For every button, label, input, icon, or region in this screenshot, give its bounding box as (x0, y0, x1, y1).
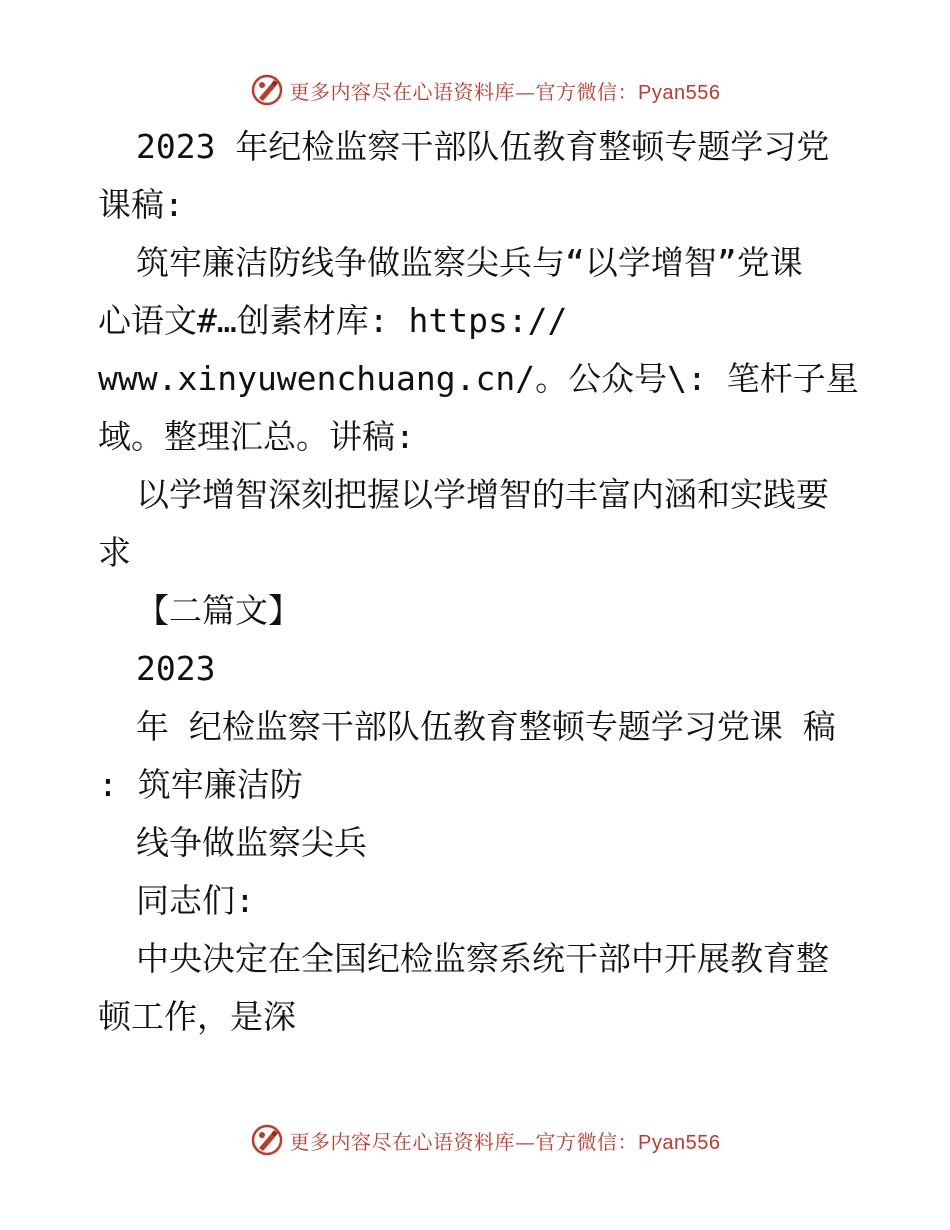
banner-dash: — (515, 79, 536, 104)
banner-official-label: 官方微信： (535, 79, 639, 104)
footer-banner-content (250, 1123, 721, 1157)
banner-wechat-id: Pyan556 (638, 81, 721, 104)
text-line: 求 (98, 533, 131, 572)
section-heading: 【二篇文】 (136, 591, 301, 630)
text-line: 顿工作，是深 (98, 997, 296, 1036)
text-line: 2023 年纪检监察干部队伍教育整顿专题学习党 (136, 127, 830, 166)
text-line: 年 纪检监察干部队伍教育整顿专题学习党课 稿 (136, 707, 836, 746)
text-line: 以学增智深刻把握以学增智的丰富内涵和实践要 (136, 475, 829, 514)
text-line: 2023 (136, 649, 216, 688)
text-line: 中央决定在全国纪检监察系统干部中开展教育整 (136, 939, 829, 978)
text-line: 筑牢廉洁防线争做监察尖兵与“以学增智”党课 (136, 243, 803, 282)
text-line: 同志们: (136, 881, 255, 920)
text-line: www.xinyuwenchuang.cn/。公众号\: 笔杆子星 (98, 359, 859, 398)
text-line: 域。整理汇总。讲稿: (98, 417, 415, 456)
banner-main-text: 更多内容尽在心语资料库 (289, 79, 516, 104)
header-banner (0, 70, 950, 110)
text-line: : 筑牢廉洁防 (98, 765, 303, 804)
banner-wechat-id: Pyan556 (638, 1131, 721, 1154)
header-banner-text (290, 76, 721, 105)
text-line: 心语文#…创素材库: https:// (98, 301, 568, 340)
document-body (98, 118, 858, 1046)
header-banner-content (250, 73, 721, 107)
text-line: 线争做监察尖兵 (136, 823, 367, 862)
footer-banner-text (290, 1126, 721, 1155)
pen-logo-icon (250, 73, 284, 107)
banner-main-text: 更多内容尽在心语资料库 (289, 1129, 516, 1154)
banner-dash: — (515, 1129, 536, 1154)
footer-banner (0, 1120, 950, 1160)
pen-logo-icon (250, 1123, 284, 1157)
banner-official-label: 官方微信： (535, 1129, 639, 1154)
text-line: 课稿: (98, 185, 184, 224)
